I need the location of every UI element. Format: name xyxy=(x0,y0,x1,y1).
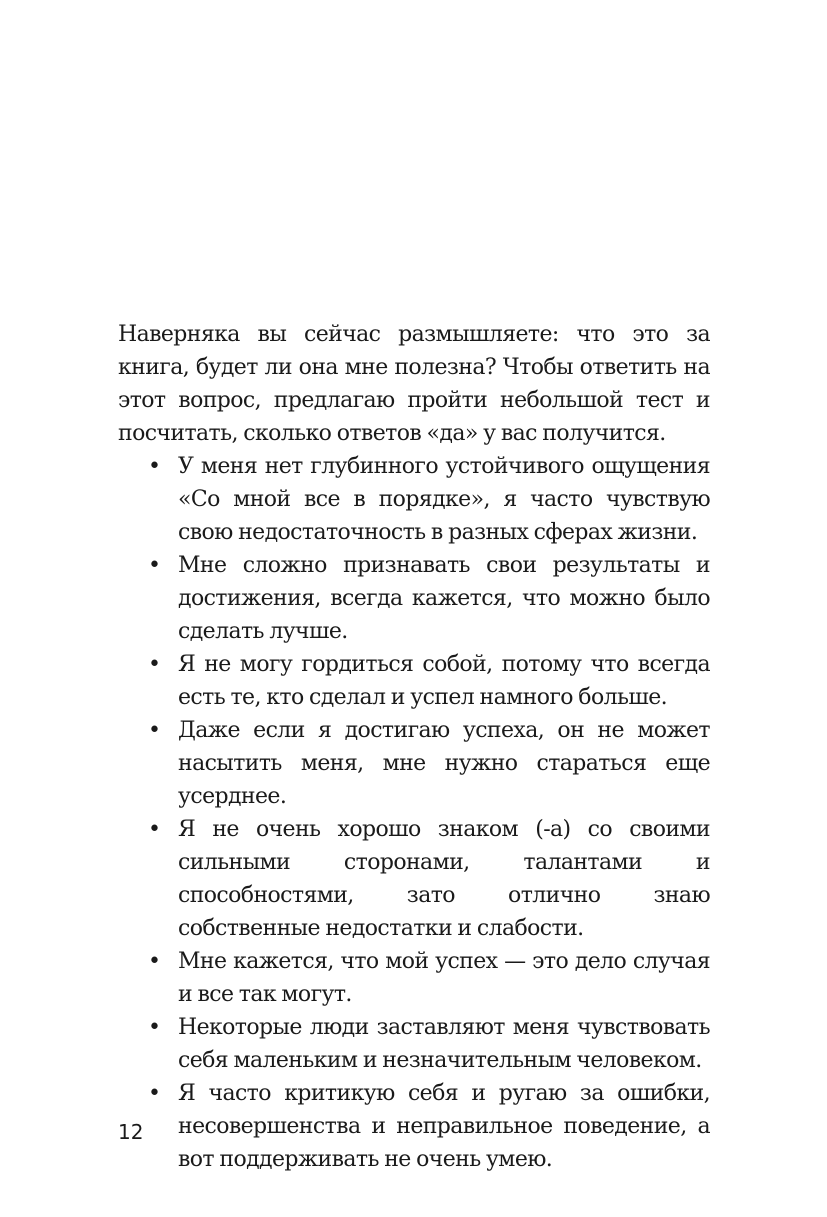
list-item xyxy=(148,648,710,714)
intro-paragraph: Наверняка вы сейчас размышляете: что это за книга, будет ли она мне полезна? Чтобы ответить на этот вопрос, предлагаю пройти небольшой тест и посчитать, сколько ответов «да» у вас получится. xyxy=(118,322,710,446)
bullet-icon: • xyxy=(148,1015,161,1040)
list-item xyxy=(148,1011,710,1077)
bullet-icon: • xyxy=(148,454,161,479)
list-item-text: Некоторые люди заставляют меня чувствовать себя маленьким и незначительным человеком. xyxy=(178,1015,710,1073)
list-item xyxy=(148,813,710,945)
list-item-text: Мне сложно признавать свои результаты и достижения, всегда кажется, что можно было сделать лучше. xyxy=(178,553,710,644)
page-number: 12 xyxy=(118,1120,144,1144)
list-item xyxy=(148,1077,710,1176)
list-item xyxy=(148,549,710,648)
bullet-icon: • xyxy=(148,553,161,578)
bullet-icon: • xyxy=(148,949,161,974)
main-text xyxy=(118,318,710,1176)
list-item-text: Даже если я достигаю успеха, он не может насытить меня, мне нужно стараться еще усерднее. xyxy=(178,718,710,809)
bullet-icon: • xyxy=(148,817,161,842)
list-item-text: Я часто критикую себя и ругаю за ошибки, несовершенства и неправильное поведение, а вот поддерживать не очень умею. xyxy=(178,1081,710,1172)
list-item xyxy=(148,714,710,813)
bullet-icon: • xyxy=(148,652,161,677)
bullet-icon: • xyxy=(148,718,161,743)
list-item-text: Я не очень хорошо знаком (-а) со своими сильными сторонами, талантами и способностями, зато отлично знаю собственные недостатки и слабости. xyxy=(178,817,710,941)
list-item xyxy=(148,450,710,549)
list-item-text: Я не могу гордиться собой, потому что всегда есть те, кто сделал и успел намного больше. xyxy=(178,652,710,710)
bullet-icon: • xyxy=(148,1081,161,1106)
list-item-text: Мне кажется, что мой успех — это дело случая и все так могут. xyxy=(178,949,710,1007)
list-item xyxy=(148,945,710,1011)
questions-list xyxy=(118,450,710,1176)
list-item-text: У меня нет глубинного устойчивого ощущения «Со мной все в порядке», я часто чувствую свою недостаточность в разных сферах жизни. xyxy=(178,454,710,545)
